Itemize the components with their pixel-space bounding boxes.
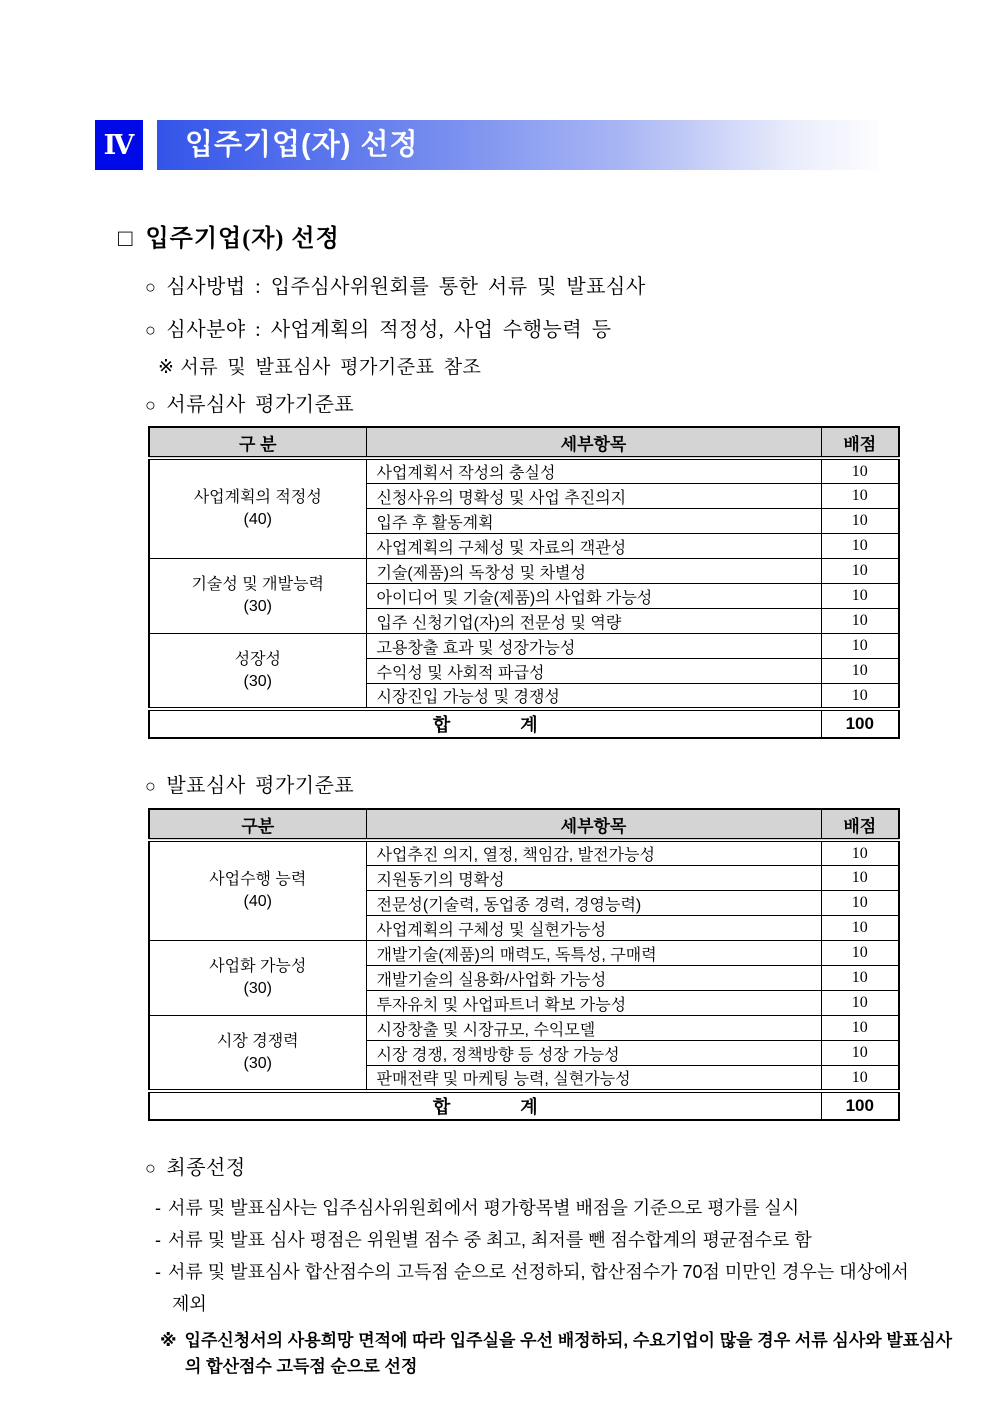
final-note-line xyxy=(155,1256,915,1320)
total-label-right: 계 xyxy=(520,1097,538,1117)
criteria-score: 10 xyxy=(821,634,899,659)
group-title: 사업화 가능성 xyxy=(209,958,307,975)
criteria-score: 10 xyxy=(821,609,899,634)
criteria-item: 지원동기의 명확성 xyxy=(366,866,821,891)
total-label-right: 계 xyxy=(520,715,538,735)
table-row xyxy=(149,458,899,484)
group-cell-growth xyxy=(149,634,366,710)
reference-mark-icon: ※ xyxy=(158,357,175,378)
dash-bullet-icon: - xyxy=(155,1230,161,1250)
square-bullet-icon: □ xyxy=(118,226,134,252)
priority-note xyxy=(160,1328,960,1380)
group-title: 시장 경쟁력 xyxy=(216,1032,299,1050)
final-note-line xyxy=(155,1224,915,1256)
reference-mark-icon: ※ xyxy=(160,1331,177,1350)
group-points: (40) xyxy=(243,511,272,528)
group-title: 성장성 xyxy=(234,650,281,668)
criteria-score: 10 xyxy=(821,584,899,609)
bullet-pres-table xyxy=(145,769,992,798)
table-header-row xyxy=(149,809,899,840)
criteria-score: 10 xyxy=(821,891,899,916)
criteria-item: 사업계획의 구체성 및 자료의 객관성 xyxy=(366,534,821,559)
group-cell-commercialization xyxy=(149,941,366,1016)
criteria-item: 사업추진 의지, 열정, 책임감, 발전가능성 xyxy=(366,840,821,866)
group-points: (30) xyxy=(243,598,272,615)
bullet-final-selection xyxy=(145,1151,992,1180)
bullet-doc-table xyxy=(145,388,992,417)
criteria-item: 신청사유의 명확성 및 사업 추진의지 xyxy=(366,484,821,509)
total-label-left: 합 xyxy=(432,1097,451,1117)
table-row xyxy=(149,1016,899,1041)
criteria-score: 10 xyxy=(821,684,899,710)
criteria-item: 시장 경쟁, 정책방향 등 성장 가능성 xyxy=(366,1041,821,1066)
criteria-score: 10 xyxy=(821,840,899,866)
table-row xyxy=(149,941,899,966)
table-total-row xyxy=(149,709,899,738)
section-banner xyxy=(95,120,992,170)
group-points: (30) xyxy=(243,672,272,690)
table-row xyxy=(149,840,899,866)
criteria-item: 투자유치 및 사업파트너 확보 가능성 xyxy=(366,991,821,1016)
final-note-line xyxy=(155,1192,915,1224)
group-title: 기술성 및 개발능력 xyxy=(191,576,325,593)
section-numeral: Ⅳ xyxy=(103,129,135,160)
criteria-item: 사업계획의 구체성 및 실현가능성 xyxy=(366,916,821,941)
table-row xyxy=(149,559,899,584)
total-label-cell xyxy=(149,1091,821,1120)
criteria-item: 시장진입 가능성 및 경쟁성 xyxy=(366,684,821,710)
final-note-text: 서류 및 발표 심사 평점은 위원별 점수 중 최고, 최저를 뺀 점수합계의 평균점수로 함 xyxy=(168,1230,812,1250)
total-score: 100 xyxy=(821,1091,899,1120)
circle-bullet-icon: ○ xyxy=(145,320,157,340)
dash-bullet-icon: - xyxy=(155,1198,161,1218)
col-header-detail: 세부항목 xyxy=(366,427,821,458)
criteria-item: 개발기술의 실용화/사업화 가능성 xyxy=(366,966,821,991)
criteria-item: 아이디어 및 기술(제품)의 사업화 가능성 xyxy=(366,584,821,609)
criteria-item: 시장창출 및 시장규모, 수익모델 xyxy=(366,1016,821,1041)
criteria-score: 10 xyxy=(821,941,899,966)
col-header-points: 배점 xyxy=(821,427,899,458)
document-review-criteria-table xyxy=(148,426,900,739)
group-cell-execution xyxy=(149,840,366,941)
criteria-item: 전문성(기술력, 동업종 경력, 경영능력) xyxy=(366,891,821,916)
col-header-category: 구 분 xyxy=(149,427,366,458)
page-title xyxy=(118,218,992,253)
section-banner-title: 입주기업(자) 선정 xyxy=(185,129,419,161)
total-score: 100 xyxy=(821,709,899,738)
circle-bullet-icon: ○ xyxy=(145,776,157,796)
criteria-score: 10 xyxy=(821,991,899,1016)
final-note-text: 서류 및 발표심사 합산점수의 고득점 순으로 선정하되, 합산점수가 70점 미만인 경우는 대상에서 제외 xyxy=(168,1262,909,1314)
col-header-points: 배점 xyxy=(821,809,899,840)
criteria-item: 입주 후 활동계획 xyxy=(366,509,821,534)
bullet-pres-table-text: 발표심사 평가기준표 xyxy=(166,775,355,797)
criteria-score: 10 xyxy=(821,534,899,559)
criteria-score: 10 xyxy=(821,966,899,991)
bullet-doc-table-text: 서류심사 평가기준표 xyxy=(166,394,355,416)
criteria-item: 개발기술(제품)의 매력도, 독특성, 구매력 xyxy=(366,941,821,966)
table-total-row xyxy=(149,1091,899,1120)
final-note-text: 서류 및 발표심사는 입주심사위원회에서 평가항목별 배점을 기준으로 평가를 실시 xyxy=(168,1198,800,1218)
col-header-detail: 세부항목 xyxy=(366,809,821,840)
bullet-final-selection-text: 최종선정 xyxy=(166,1157,246,1179)
group-title: 사업수행 능력 xyxy=(209,871,307,888)
table-row xyxy=(149,634,899,659)
group-cell-market xyxy=(149,1016,366,1092)
criteria-score: 10 xyxy=(821,509,899,534)
page-title-text: 입주기업(자) 선정 xyxy=(145,226,340,252)
criteria-score: 10 xyxy=(821,559,899,584)
criteria-score: 10 xyxy=(821,484,899,509)
criteria-score: 10 xyxy=(821,916,899,941)
bullet-reference xyxy=(158,352,992,379)
total-label-left: 합 xyxy=(432,715,451,735)
criteria-score: 10 xyxy=(821,866,899,891)
criteria-item: 입주 신청기업(자)의 전문성 및 역량 xyxy=(366,609,821,634)
criteria-score: 10 xyxy=(821,1041,899,1066)
criteria-score: 10 xyxy=(821,458,899,484)
group-points: (30) xyxy=(243,1054,272,1072)
bullet-field xyxy=(145,313,992,342)
circle-bullet-icon: ○ xyxy=(145,277,157,297)
bullet-method-text: 심사방법 : 입주심사위원회를 통한 서류 및 발표심사 xyxy=(166,276,646,298)
presentation-review-criteria-table xyxy=(148,808,900,1121)
dash-bullet-icon: - xyxy=(155,1262,161,1282)
table-header-row xyxy=(149,427,899,458)
criteria-score: 10 xyxy=(821,1066,899,1092)
group-title: 사업계획의 적정성 xyxy=(193,489,322,506)
priority-note-text: 입주신청서의 사용희망 면적에 따라 입주실을 우선 배정하되, 수요기업이 많을 경우 서류 심사와 발표심사의 합산점수 고득점 순으로 선정 xyxy=(184,1331,953,1376)
bullet-method xyxy=(145,270,992,299)
circle-bullet-icon: ○ xyxy=(145,395,157,415)
col-header-category: 구분 xyxy=(149,809,366,840)
section-numeral-box xyxy=(95,120,143,170)
group-cell-technology xyxy=(149,559,366,634)
group-points: (40) xyxy=(243,893,272,910)
criteria-item: 사업계획서 작성의 충실성 xyxy=(366,458,821,484)
group-cell-business-plan xyxy=(149,458,366,559)
section-banner-bar xyxy=(157,120,878,170)
group-points: (30) xyxy=(243,980,272,997)
total-label-cell xyxy=(149,709,821,738)
criteria-item: 판매전략 및 마케팅 능력, 실현가능성 xyxy=(366,1066,821,1092)
bullet-field-text: 심사분야 : 사업계획의 적정성, 사업 수행능력 등 xyxy=(166,319,612,341)
criteria-score: 10 xyxy=(821,1016,899,1041)
circle-bullet-icon: ○ xyxy=(145,1158,157,1178)
criteria-item: 수익성 및 사회적 파급성 xyxy=(366,659,821,684)
criteria-item: 기술(제품)의 독창성 및 차별성 xyxy=(366,559,821,584)
bullet-reference-text: 서류 및 발표심사 평가기준표 참조 xyxy=(180,357,482,378)
criteria-item: 고용창출 효과 및 성장가능성 xyxy=(366,634,821,659)
criteria-score: 10 xyxy=(821,659,899,684)
